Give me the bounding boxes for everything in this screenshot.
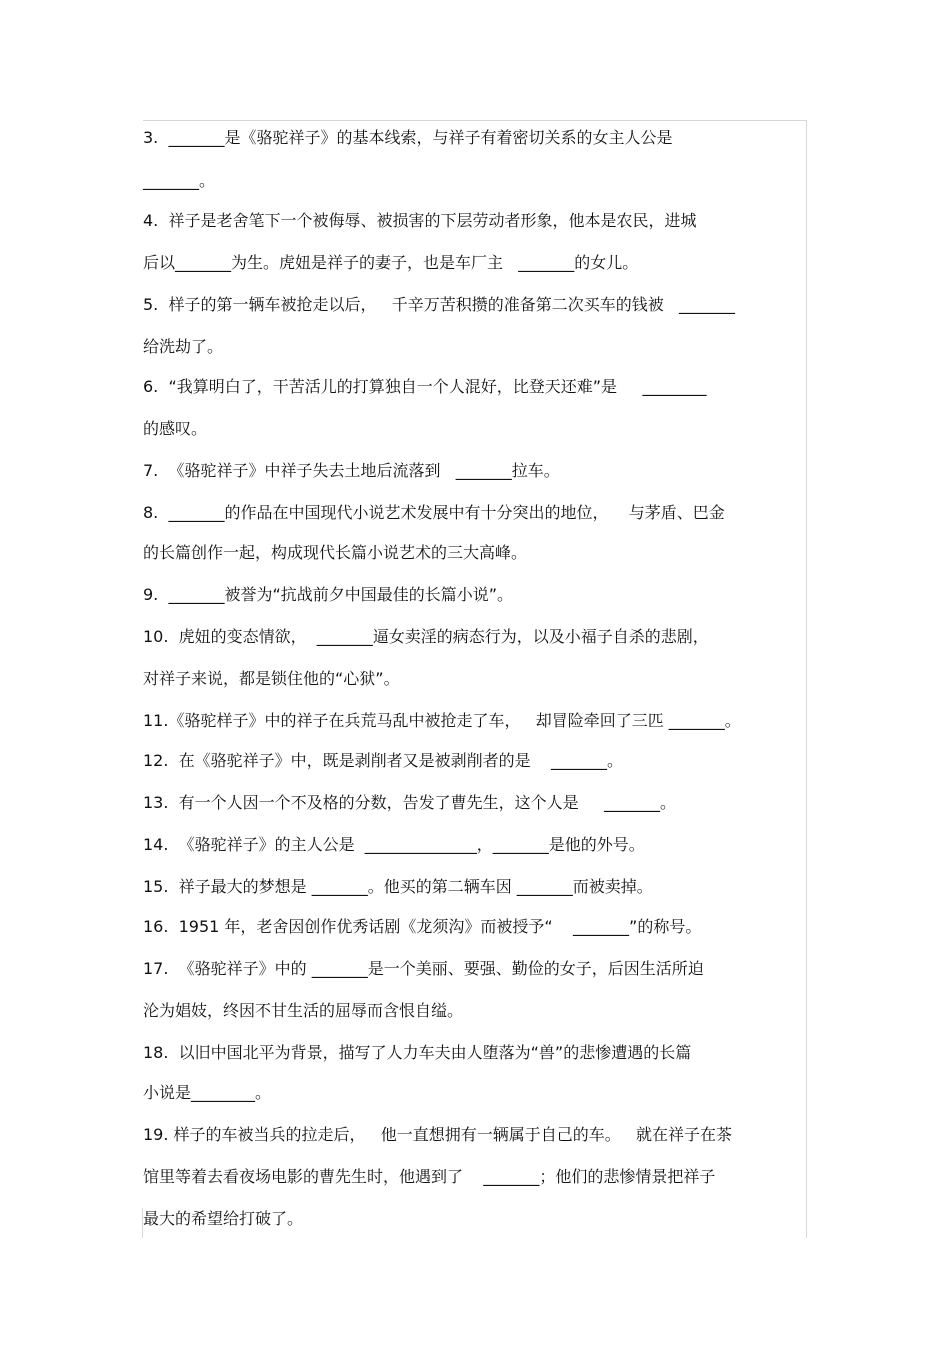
question-15-line-1: 15. 祥子最大的梦想是 _______。他买的第二辆车因 _______而被卖掉。 [143, 877, 653, 896]
question-5-line-2: 给洗劫了。 [143, 337, 224, 356]
frame-right-border [806, 120, 807, 1238]
question-3-line-1: 3. _______是《骆驼祥子》的基本线索，与祥子有着密切关系的女主人公是 [143, 128, 673, 147]
question-16-line-1: 16. 1951 年，老舍因创作优秀话剧《龙须沟》而被授予“ _______”的称号。 [143, 917, 702, 936]
question-4-line-2: 后以_______为生。虎妞是祥子的妻子，也是车厂主 _______的女儿。 [143, 253, 639, 272]
question-8-line-1: 8. _______的作品在中国现代小说艺术发展中有十分突出的地位， 与茅盾、巴金 [143, 503, 725, 522]
question-9-line-1: 9. _______被誉为“抗战前夕中国最佳的长篇小说”。 [143, 585, 514, 604]
frame-top-border [143, 120, 807, 121]
question-7-line-1: 7. 《骆驼祥子》中祥子失去土地后流落到 _______拉车。 [143, 461, 560, 480]
question-18-line-1: 18. 以旧中国北平为背景，描写了人力车夫由人堕落为“兽”的悲惨遭遇的长篇 [143, 1043, 692, 1062]
question-17-line-2: 沦为娼妓，终因不甘生活的屈辱而含恨自缢。 [143, 1001, 464, 1020]
question-10-line-2: 对祥子来说，都是锁住他的“心狱”。 [143, 669, 400, 688]
question-19-line-2: 馆里等着去看夜场电影的曹先生时，他遇到了 _______；他们的悲惨情景把祥子 [143, 1167, 716, 1186]
question-3-line-2: _______。 [143, 171, 216, 190]
question-11-line-1: 11.《骆驼样子》中的祥子在兵荒马乱中被抢走了车， 却冒险牵回了三匹 _______。 [143, 711, 741, 730]
question-10-line-1: 10. 虎妞的变态情欲， _______逼女卖淫的病态行为，以及小福子自杀的悲剧， [143, 627, 709, 646]
question-14-line-1: 14. 《骆驼祥子》的主人公是 ______________，_______是他的外号。 [143, 835, 645, 854]
question-13-line-1: 13. 有一个人因一个不及格的分数，告发了曹先生，这个人是 _______。 [143, 793, 677, 812]
question-18-line-2: 小说是________。 [143, 1083, 272, 1102]
question-4-line-1: 4. 祥子是老舍笔下一个被侮辱、被损害的下层劳动者形象，他本是农民，进城 [143, 211, 697, 230]
question-6-line-1: 6. “我算明白了，干苦活儿的打算独自一个人混好，比登天还难”是 ________ [143, 377, 707, 396]
question-19-line-1: 19. 样子的车被当兵的拉走后， 他一直想拥有一辆属于自己的车。 就在祥子在茶 [143, 1125, 733, 1144]
question-12-line-1: 12. 在《骆驼祥子》中，既是剥削者又是被剥削者的是 _______。 [143, 751, 623, 770]
question-5-line-1: 5. 样子的第一辆车被抢走以后， 千辛万苦积攒的准备第二次买车的钱被 _______ [143, 295, 735, 314]
question-17-line-1: 17. 《骆驼祥子》中的 _______是一个美丽、要强、勤俭的女子，后因生活所迫 [143, 959, 704, 978]
question-19-line-3: 最大的希望给打破了。 [143, 1209, 304, 1228]
question-6-line-2: 的感叹。 [143, 419, 208, 438]
question-8-line-2: 的长篇创作一起，构成现代长篇小说艺术的三大高峰。 [143, 543, 528, 562]
